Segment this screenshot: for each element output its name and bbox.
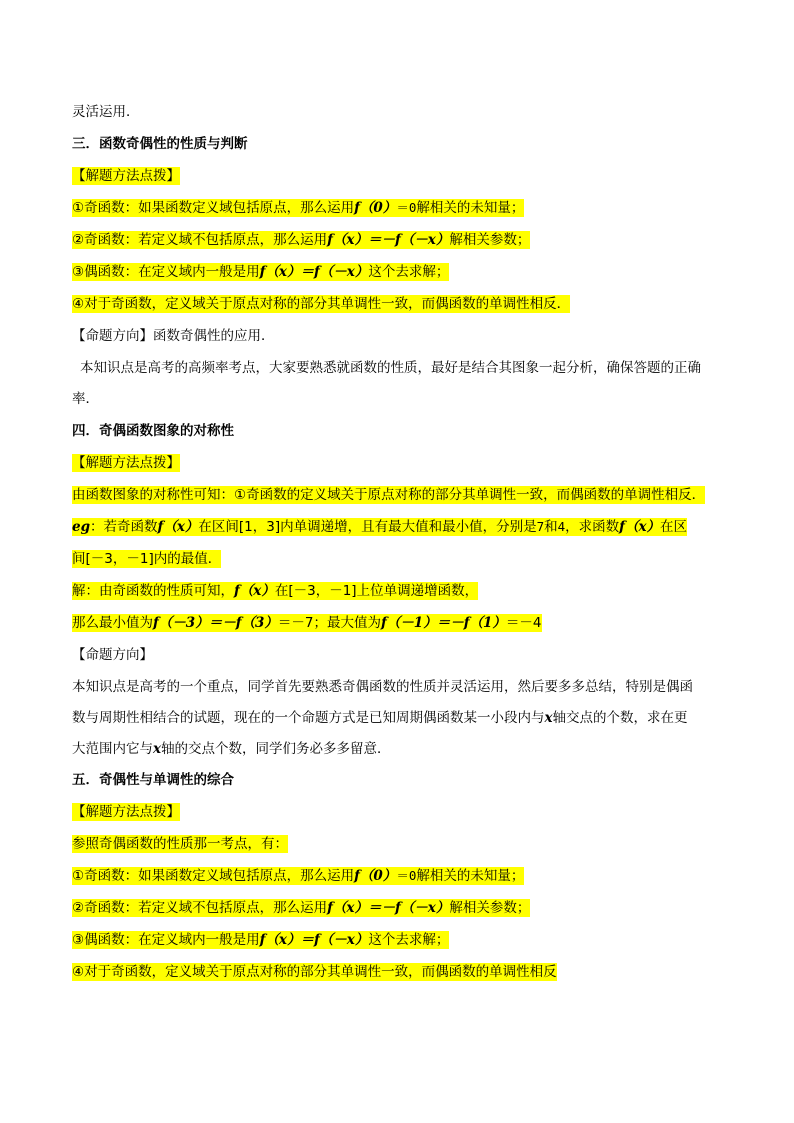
direction-label: 【命题方向】 — [72, 647, 153, 663]
example-line-1: eg：若奇函数f（x）在区间[1，3]内单调递增，且有最大值和最小值，分别是7和4，求函数f（x）在区 — [72, 519, 688, 535]
section-heading-5: 五．奇偶性与单调性的综合 — [72, 772, 234, 788]
paragraph-line: 灵活运用． — [72, 104, 140, 120]
rule-item-2: ②奇函数：若定义域不包括原点，那么运用f（x）＝－f（－x）解相关参数； — [72, 900, 531, 916]
paragraph-line: 本知识点是高考的高频率考点，大家要熟悉就函数的性质，最好是结合其图象一起分析，确保答题的正确 — [80, 360, 701, 376]
direction-label: 【命题方向】函数奇偶性的应用． — [72, 328, 275, 344]
solution-line-2: 那么最小值为f（－3）＝－f（3）＝－7；最大值为f（－1）＝－f（1）＝－4 — [72, 615, 542, 631]
method-label: 【解题方法点拨】 — [72, 455, 180, 471]
method-label: 【解题方法点拨】 — [72, 168, 180, 184]
paragraph-line: 率． — [72, 391, 99, 407]
rule-item-4: ④对于奇函数，定义域关于原点对称的部分其单调性一致，而偶函数的单调性相反． — [72, 296, 571, 312]
paragraph-line: 本知识点是高考的一个重点，同学首先要熟悉奇偶函数的性质并灵活运用，然后要多多总结，特别是偶函 — [72, 679, 693, 695]
example-line-2: 间[－3，－1]内的最值． — [72, 551, 222, 567]
symmetry-note: 由函数图象的对称性可知：①奇函数的定义域关于原点对称的部分其单调性一致，而偶函数的单调性相反． — [72, 487, 706, 503]
section-heading-4: 四．奇偶函数图象的对称性 — [72, 423, 234, 439]
rule-item-2: ②奇函数：若定义域不包括原点，那么运用f（x）＝－f（－x）解相关参数； — [72, 232, 531, 248]
method-label: 【解题方法点拨】 — [72, 804, 180, 820]
rule-item-4: ④对于奇函数，定义域关于原点对称的部分其单调性一致，而偶函数的单调性相反 — [72, 964, 557, 980]
solution-line-1: 解：由奇函数的性质可知，f（x）在[－3，－1]上位单调递增函数， — [72, 583, 479, 599]
rule-item-3: ③偶函数：在定义域内一般是用f（x）＝f（－x）这个去求解； — [72, 264, 450, 280]
rule-item-1: ①奇函数：如果函数定义域包括原点，那么运用f（0）＝0解相关的未知量； — [72, 868, 525, 884]
rule-item-1: ①奇函数：如果函数定义域包括原点，那么运用f（0）＝0解相关的未知量； — [72, 200, 525, 216]
section-heading-3: 三．函数奇偶性的性质与判断 — [72, 136, 248, 152]
reference-note: 参照奇偶函数的性质那一考点，有： — [72, 836, 288, 852]
paragraph-line: 大范围内它与x轴的交点个数，同学们务必多多留意． — [72, 741, 391, 757]
rule-item-3: ③偶函数：在定义域内一般是用f（x）＝f（－x）这个去求解； — [72, 932, 450, 948]
paragraph-line: 数与周期性相结合的试题，现在的一个命题方式是已知周期偶函数某一小段内与x轴交点的个数，求在更 — [72, 710, 688, 726]
